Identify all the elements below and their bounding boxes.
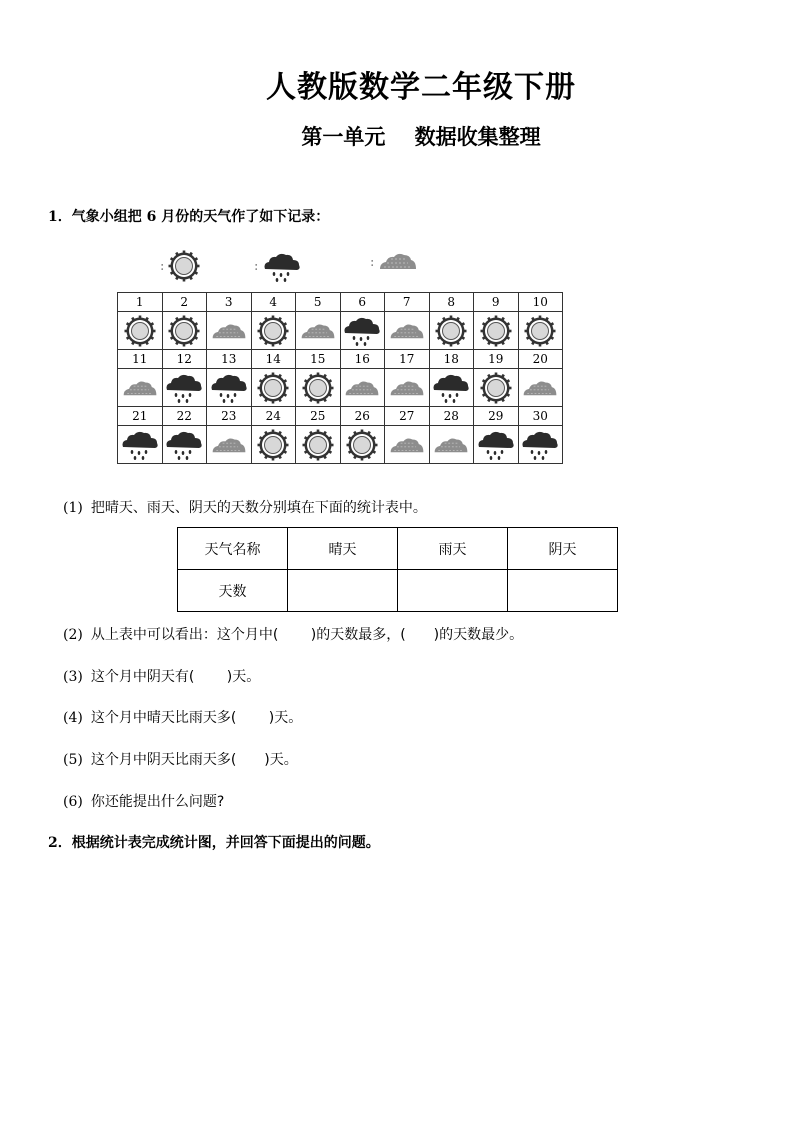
calendar-weather-cell	[251, 426, 296, 464]
cloudy-icon	[388, 435, 426, 455]
calendar-day-number: 30	[518, 407, 563, 426]
calendar-weather-cell	[518, 426, 563, 464]
answer-cell-cloudy[interactable]	[508, 570, 618, 612]
sunny-icon	[168, 250, 200, 286]
cloudy-icon	[299, 321, 337, 341]
calendar-day-number: 3	[207, 293, 252, 312]
sunny-icon	[302, 429, 334, 461]
cloudy-icon	[388, 378, 426, 398]
sunny-icon	[257, 429, 289, 461]
table-header-cell: 雨天	[398, 528, 508, 570]
calendar-day-number: 21	[118, 407, 163, 426]
rainy-icon	[520, 430, 560, 460]
sub-question-5-text: 这个月中阴天比雨天多( )天。	[90, 752, 298, 768]
rainy-icon	[164, 373, 204, 403]
rainy-icon	[476, 430, 516, 460]
calendar-weather-cell	[429, 312, 474, 350]
sunny-icon	[302, 372, 334, 404]
calendar-day-number: 6	[340, 293, 385, 312]
sunny-icon	[257, 315, 289, 347]
calendar-weather-cell	[340, 369, 385, 407]
sunny-icon	[168, 315, 200, 347]
sub-question-3	[63, 666, 260, 686]
rainy-icon	[164, 430, 204, 460]
calendar-day-row	[118, 293, 563, 312]
sub-question-4	[63, 707, 302, 727]
calendar-day-number: 8	[429, 293, 474, 312]
calendar-weather-cell	[474, 426, 519, 464]
calendar-day-number: 16	[340, 350, 385, 369]
sub-question-2-text: 从上表中可以看出：这个月中( )的天数最多，( )的天数最少。	[90, 627, 524, 643]
calendar-weather-cell	[385, 312, 430, 350]
legend-colon-sunny: :	[160, 259, 165, 274]
calendar-weather-cell	[518, 312, 563, 350]
calendar-weather-row	[118, 369, 563, 407]
calendar-weather-cell	[251, 369, 296, 407]
calendar-day-number: 7	[385, 293, 430, 312]
sub-question-6	[63, 791, 224, 811]
sunny-icon	[480, 315, 512, 347]
table-row	[178, 570, 618, 612]
calendar-day-row	[118, 407, 563, 426]
sunny-icon	[257, 372, 289, 404]
calendar-day-number: 19	[474, 350, 519, 369]
sub-question-6-number: (6)	[63, 794, 83, 810]
calendar-day-number: 26	[340, 407, 385, 426]
sub-question-1-text: 把晴天、雨天、阴天的天数分别填在下面的统计表中。	[90, 500, 427, 516]
question-1-label: 1．气象小组把 6 月份的天气作了如下记录：	[48, 209, 330, 225]
calendar-weather-cell	[118, 426, 163, 464]
calendar-day-number: 12	[162, 350, 207, 369]
sunny-icon	[435, 315, 467, 347]
calendar-day-number: 9	[474, 293, 519, 312]
calendar-day-number: 13	[207, 350, 252, 369]
calendar-day-number: 22	[162, 407, 207, 426]
calendar-weather-cell	[474, 312, 519, 350]
sub-question-2-number: (2)	[63, 627, 83, 643]
table-header-cell: 天气名称	[178, 528, 288, 570]
sub-question-3-text: 这个月中阴天有( )天。	[90, 669, 261, 685]
rainy-icon	[120, 430, 160, 460]
calendar-weather-cell	[429, 426, 474, 464]
calendar-weather-cell	[162, 369, 207, 407]
calendar-weather-cell	[296, 426, 341, 464]
cloudy-icon	[343, 378, 381, 398]
calendar-day-row	[118, 350, 563, 369]
calendar-weather-cell	[207, 369, 252, 407]
calendar-weather-cell	[340, 426, 385, 464]
sub-question-3-number: (3)	[63, 669, 83, 685]
cloudy-icon	[210, 435, 248, 455]
cloudy-icon	[121, 378, 159, 398]
calendar-day-number: 23	[207, 407, 252, 426]
cloudy-icon	[388, 321, 426, 341]
calendar-weather-cell	[162, 426, 207, 464]
calendar-day-number: 5	[296, 293, 341, 312]
calendar-weather-cell	[207, 426, 252, 464]
calendar-day-number: 28	[429, 407, 474, 426]
calendar-day-number: 10	[518, 293, 563, 312]
calendar-weather-cell	[251, 312, 296, 350]
calendar-weather-cell	[207, 312, 252, 350]
sub-question-4-text: 这个月中晴天比雨天多( )天。	[90, 710, 303, 726]
calendar-day-number: 4	[251, 293, 296, 312]
calendar-day-number: 17	[385, 350, 430, 369]
sunny-icon	[124, 315, 156, 347]
sub-question-5	[63, 749, 298, 769]
sub-question-4-number: (4)	[63, 710, 83, 726]
calendar-day-number: 18	[429, 350, 474, 369]
calendar-weather-cell	[162, 312, 207, 350]
calendar-weather-row	[118, 426, 563, 464]
table-header-row	[178, 528, 618, 570]
calendar-weather-cell	[296, 369, 341, 407]
calendar-day-number: 25	[296, 407, 341, 426]
sub-question-6-text: 你还能提出什么问题?	[90, 794, 225, 810]
rainy-icon	[262, 252, 302, 286]
page-title: 人教版数学二年级下册	[266, 70, 576, 105]
cloudy-icon	[521, 378, 559, 398]
calendar-weather-cell	[385, 369, 430, 407]
legend-colon-rainy: :	[254, 259, 259, 274]
table-header-cell: 阴天	[508, 528, 618, 570]
cloudy-icon	[210, 321, 248, 341]
sub-question-1	[63, 497, 427, 517]
calendar-day-number: 29	[474, 407, 519, 426]
weather-calendar	[117, 292, 563, 464]
calendar-weather-cell	[118, 369, 163, 407]
calendar-day-number: 24	[251, 407, 296, 426]
statistics-table	[177, 527, 618, 612]
cloudy-icon	[378, 250, 418, 276]
rainy-icon	[431, 373, 471, 403]
sub-question-2	[63, 624, 523, 644]
calendar-weather-cell	[474, 369, 519, 407]
calendar-weather-cell	[340, 312, 385, 350]
calendar-weather-cell	[296, 312, 341, 350]
rainy-icon	[342, 316, 382, 346]
page-subtitle: 第一单元 数据收集整理	[301, 125, 541, 149]
calendar-day-number: 1	[118, 293, 163, 312]
answer-cell-rainy[interactable]	[398, 570, 508, 612]
calendar-day-number: 20	[518, 350, 563, 369]
table-row-label: 天数	[178, 570, 288, 612]
table-header-cell: 晴天	[288, 528, 398, 570]
calendar-day-number: 14	[251, 350, 296, 369]
calendar-day-number: 2	[162, 293, 207, 312]
cloudy-icon	[432, 435, 470, 455]
sunny-icon	[346, 429, 378, 461]
rainy-icon	[209, 373, 249, 403]
calendar-weather-cell	[118, 312, 163, 350]
answer-cell-sunny[interactable]	[288, 570, 398, 612]
legend-colon-cloudy: :	[370, 255, 375, 270]
calendar-day-number: 15	[296, 350, 341, 369]
sub-question-5-number: (5)	[63, 752, 83, 768]
sunny-icon	[480, 372, 512, 404]
calendar-day-number: 27	[385, 407, 430, 426]
sub-question-1-number: (1)	[63, 500, 83, 516]
calendar-weather-cell	[429, 369, 474, 407]
calendar-weather-cell	[518, 369, 563, 407]
calendar-day-number: 11	[118, 350, 163, 369]
question-2-label: 2．根据统计表完成统计图，并回答下面提出的问题。	[48, 835, 380, 851]
sunny-icon	[524, 315, 556, 347]
calendar-weather-row	[118, 312, 563, 350]
calendar-weather-cell	[385, 426, 430, 464]
